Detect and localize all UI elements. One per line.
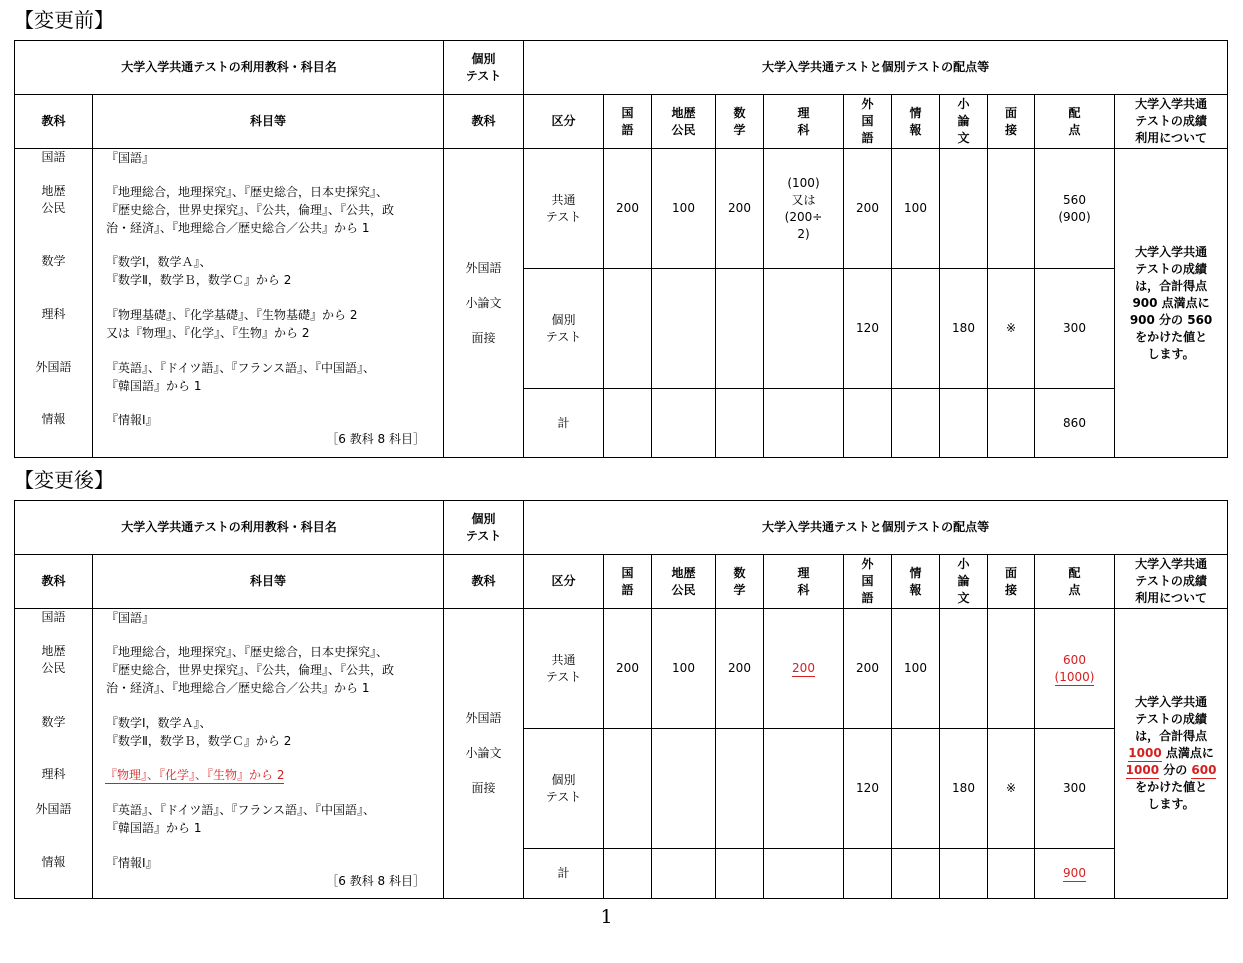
- subject-line: 『物理基礎』、『化学基礎』、『生物基礎』から 2: [106, 308, 358, 322]
- page-number: 1: [600, 906, 613, 928]
- kyouka-koumin: 公民: [41, 201, 66, 215]
- row-label-kobetsu: 個別 テスト: [524, 269, 604, 389]
- section-title-after: 【変更後】: [14, 468, 114, 492]
- col-chireki: 地歴 公民: [652, 95, 716, 149]
- col-rika: 理 科: [764, 95, 844, 149]
- col-jouhou: 情 報: [892, 555, 940, 609]
- subject-line: 『歴史総合，世界史探究』、『公共，倫理』、『公共，政: [106, 663, 395, 677]
- col-mensetsu: 面 接: [988, 555, 1035, 609]
- col-haiten: 配 点: [1035, 95, 1115, 149]
- subject-line: 『韓国語』から 1: [106, 379, 202, 393]
- score-kokugo: 200: [604, 609, 652, 729]
- individual-shouronbun: 小論文: [465, 746, 502, 760]
- subject-line: 『地理総合，地理探究』、『歴史総合，日本史探究』、: [106, 185, 389, 199]
- score-rika: (100) 又は (200÷ 2): [764, 149, 844, 269]
- subject-line-changed: 『物理』、『化学』、『生物』から 2: [105, 768, 285, 782]
- header-individual-test: 個別 テスト: [444, 41, 524, 95]
- score-kokugo: [604, 269, 652, 389]
- kyouka-suugaku: 数学: [41, 715, 66, 729]
- score-suugaku: [716, 729, 764, 849]
- row-label-kei: 計: [524, 389, 604, 458]
- score-gaikokugo: 200: [844, 149, 892, 269]
- col-haiten: 配 点: [1035, 555, 1115, 609]
- col-kubun: 区分: [524, 555, 604, 609]
- row-label-kyoutsuu: 共通 テスト: [524, 149, 604, 269]
- col-kyouka: 教科: [15, 555, 93, 609]
- score-haiten: 560 (900): [1035, 149, 1115, 269]
- usage-notes: 大学入学共通 テストの成績 は，合計得点 900 点満点に 900 分の 560 をかけた値と します。: [1115, 149, 1228, 458]
- subject-line: 『情報Ⅰ』: [106, 413, 158, 427]
- col-mensetsu: 面 接: [988, 95, 1035, 149]
- score-shouronbun: 180: [940, 729, 988, 849]
- row-label-kei: 計: [524, 849, 604, 899]
- kyouka-gaikokugo: 外国語: [35, 802, 72, 816]
- score-haiten: 300: [1035, 729, 1115, 849]
- score-gaikokugo: 120: [844, 729, 892, 849]
- score-kokugo: [604, 729, 652, 849]
- score-haiten-total-changed: 900: [1035, 849, 1115, 899]
- subject-line: 『歴史総合，世界史探究』、『公共，倫理』、『公共，政: [106, 203, 395, 217]
- col-chireki: 地歴 公民: [652, 555, 716, 609]
- individual-gaikokugo: 外国語: [465, 711, 502, 725]
- score-chireki: [652, 729, 716, 849]
- subject-line: 『英語』、『ドイツ語』、『フランス語』、『中国語』、: [106, 803, 376, 817]
- score-haiten-changed: 600 (1000): [1035, 609, 1115, 729]
- col-kyouka-individual: 教科: [444, 95, 524, 149]
- subject-line: 治・経済』、『地理総合／歴史総合／公共』から 1: [106, 681, 370, 695]
- kyouka-jouhou: 情報: [41, 855, 66, 869]
- kyouka-chireki: 地歴: [41, 644, 66, 658]
- table-before: [14, 40, 1228, 458]
- col-kyouka-individual: 教科: [444, 555, 524, 609]
- kyouka-suugaku: 数学: [41, 254, 66, 268]
- col-kamoku: 科目等: [93, 555, 444, 609]
- score-shouronbun: [940, 609, 988, 729]
- individual-mensetsu: 面接: [471, 781, 496, 795]
- score-mensetsu: ※: [988, 269, 1035, 389]
- subject-line: 又は『物理』、『化学』、『生物』から 2: [106, 326, 310, 340]
- col-riyou: 大学入学共通 テストの成績 利用について: [1115, 555, 1228, 609]
- kyouka-koumin: 公民: [41, 661, 66, 675]
- col-kamoku: 科目等: [93, 95, 444, 149]
- individual-subject-list: [444, 609, 524, 899]
- kyouka-rika: 理科: [41, 307, 66, 321]
- kyouka-rika: 理科: [41, 767, 66, 781]
- score-kokugo: 200: [604, 149, 652, 269]
- score-haiten-total: 860: [1035, 389, 1115, 458]
- score-suugaku: [716, 269, 764, 389]
- score-jouhou: 100: [892, 149, 940, 269]
- col-jouhou: 情 報: [892, 95, 940, 149]
- subject-count: ［6 教科 8 科目］: [326, 432, 425, 446]
- score-rika: [764, 269, 844, 389]
- score-gaikokugo: 200: [844, 609, 892, 729]
- col-gaikokugo: 外 国 語: [844, 95, 892, 149]
- subject-list: [93, 149, 444, 458]
- subject-line: 『数学Ⅱ，数学Ｂ，数学Ｃ』から 2: [106, 273, 292, 287]
- subject-kyouka-list: [15, 609, 93, 899]
- kyouka-kokugo: 国語: [41, 610, 66, 624]
- score-chireki: 100: [652, 609, 716, 729]
- subject-count: ［6 教科 8 科目］: [326, 874, 425, 888]
- kyouka-chireki: 地歴: [41, 184, 66, 198]
- score-mensetsu: ※: [988, 729, 1035, 849]
- subject-kyouka-list: [15, 149, 93, 458]
- col-suugaku: 数 学: [716, 95, 764, 149]
- score-suugaku: 200: [716, 149, 764, 269]
- subject-line: 『韓国語』から 1: [106, 821, 202, 835]
- header-scoring: 大学入学共通テストと個別テストの配点等: [524, 501, 1228, 555]
- header-scoring: 大学入学共通テストと個別テストの配点等: [524, 41, 1228, 95]
- table-after: [14, 500, 1228, 899]
- individual-shouronbun: 小論文: [465, 295, 502, 310]
- score-jouhou: [892, 269, 940, 389]
- score-chireki: [652, 269, 716, 389]
- header-common-test-subjects: 大学入学共通テストの利用教科・科目名: [15, 41, 444, 95]
- subject-line: 治・経済』、『地理総合／歴史総合／公共』から 1: [106, 221, 370, 235]
- score-rika-changed: 200: [764, 609, 844, 729]
- subject-line: 『国語』: [106, 611, 155, 625]
- col-gaikokugo: 外 国 語: [844, 555, 892, 609]
- subject-line: 『英語』、『ドイツ語』、『フランス語』、『中国語』、: [106, 361, 376, 375]
- row-label-kobetsu: 個別 テスト: [524, 729, 604, 849]
- col-kokugo: 国 語: [604, 95, 652, 149]
- individual-gaikokugo: 外国語: [465, 260, 502, 275]
- subject-line: 『情報Ⅰ』: [106, 856, 158, 870]
- score-jouhou: [892, 729, 940, 849]
- col-suugaku: 数 学: [716, 555, 764, 609]
- col-kyouka: 教科: [15, 95, 93, 149]
- score-chireki: 100: [652, 149, 716, 269]
- row-label-kyoutsuu: 共通 テスト: [524, 609, 604, 729]
- col-shouronbun: 小 論 文: [940, 95, 988, 149]
- section-title-before: 【変更前】: [14, 8, 114, 32]
- individual-mensetsu: 面接: [471, 330, 496, 345]
- score-mensetsu: [988, 149, 1035, 269]
- subject-line: 『数学Ⅰ，数学Ａ』、: [106, 716, 212, 730]
- score-shouronbun: [940, 149, 988, 269]
- individual-subject-list: [444, 149, 524, 458]
- kyouka-gaikokugo: 外国語: [35, 360, 72, 374]
- subject-line: 『数学Ⅱ，数学Ｂ，数学Ｃ』から 2: [106, 734, 292, 748]
- score-mensetsu: [988, 609, 1035, 729]
- subject-line: 『数学Ⅰ，数学Ａ』、: [106, 255, 212, 269]
- subject-line: 『国語』: [106, 151, 155, 165]
- usage-notes: 大学入学共通 テストの成績 は，合計得点 1000 点満点に 1000 分の 600 をかけた値と します。: [1115, 609, 1228, 899]
- subject-list: [93, 609, 444, 899]
- score-rika: [764, 729, 844, 849]
- subject-line: 『地理総合，地理探究』、『歴史総合，日本史探究』、: [106, 645, 389, 659]
- col-riyou: 大学入学共通 テストの成績 利用について: [1115, 95, 1228, 149]
- header-common-test-subjects: 大学入学共通テストの利用教科・科目名: [15, 501, 444, 555]
- kyouka-jouhou: 情報: [41, 412, 66, 426]
- col-kokugo: 国 語: [604, 555, 652, 609]
- score-jouhou: 100: [892, 609, 940, 729]
- header-individual-test: 個別 テスト: [444, 501, 524, 555]
- score-haiten: 300: [1035, 269, 1115, 389]
- col-kubun: 区分: [524, 95, 604, 149]
- score-suugaku: 200: [716, 609, 764, 729]
- score-shouronbun: 180: [940, 269, 988, 389]
- score-gaikokugo: 120: [844, 269, 892, 389]
- kyouka-kokugo: 国語: [41, 150, 66, 164]
- col-rika: 理 科: [764, 555, 844, 609]
- col-shouronbun: 小 論 文: [940, 555, 988, 609]
